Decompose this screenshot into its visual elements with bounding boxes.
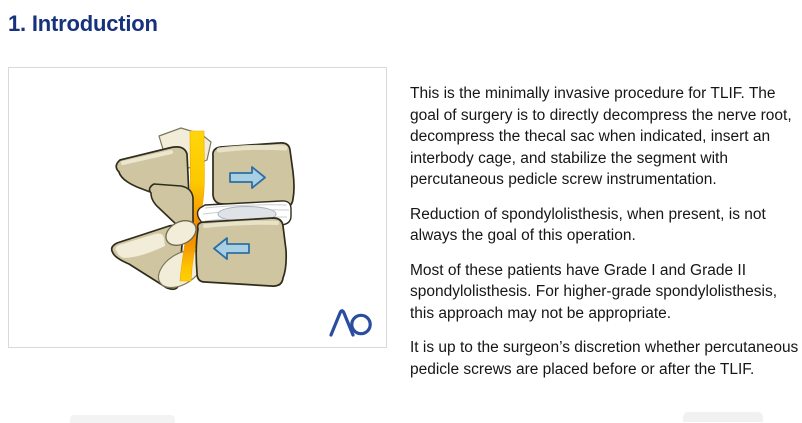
paragraph-4: It is up to the surgeon’s discretion whether percutaneous pedicle screws are placed before or after the TLIF. (410, 339, 799, 378)
ao-logo (331, 311, 370, 335)
spine-illustration (9, 68, 386, 347)
paragraph-3: Most of these patients have Grade I and Grade II spondylolisthesis. For higher-grade spondylolisthesis, this approach may not be appropriate. (410, 261, 778, 322)
intro-text (410, 83, 802, 393)
below-fold-remnant-left (70, 415, 175, 423)
figure-panel[interactable] (8, 67, 387, 348)
paragraph-2: Reduction of spondylolisthesis, when present, is not always the goal of this operation. (410, 205, 766, 244)
page-title: 1. Introduction (8, 11, 158, 36)
paragraph-1: This is the minimally invasive procedure for TLIF. The goal of surgery is to directly decompress the nerve root, decompress the thecal sac when indicated, insert an interbody cage, and stabilize the segment with percutaneous pedicle screw instrumentation. (410, 85, 792, 188)
